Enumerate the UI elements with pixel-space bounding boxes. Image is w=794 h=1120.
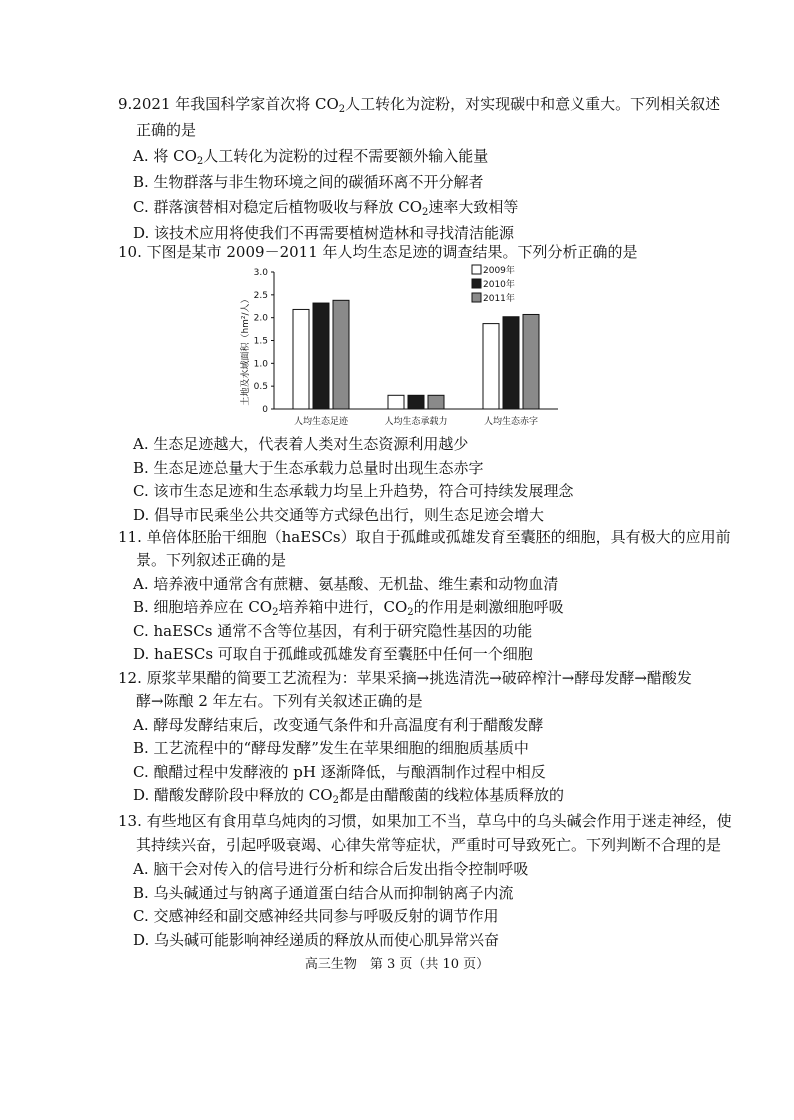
q9-stem-line2: 正确的是 <box>136 121 197 139</box>
q13-option-d: D. 乌头碱可能影响神经递质的释放从而使心肌异常兴奋 <box>133 931 500 949</box>
y-ticks <box>254 268 274 415</box>
q9-stem-line1: 9.2021 年我国科学家首次将 $CO_2$人工转化为淀粉，对实现碳中和意义重大。下列相关叙述 <box>118 95 721 115</box>
page-footer: 高三生物 第 3 页（共 10 页） <box>304 957 490 972</box>
bar-2-2 <box>523 314 539 409</box>
q11-stem-line2: 景。下列叙述正确的是 <box>136 551 287 569</box>
y-tick-label: 2.5 <box>253 290 268 301</box>
q9-option-d: D. 该技术应用将使我们不再需要植树造林和寻找清洁能源 <box>133 224 515 242</box>
q10-option-c: C. 该市生态足迹和生态承载力均呈上升趋势，符合可持续发展理念 <box>133 482 574 500</box>
q10-option-d: D. 倡导市民乘坐公共交通等方式绿色出行，则生态足迹会增大 <box>133 506 545 524</box>
y-tick-label: 2.0 <box>253 313 268 324</box>
q12-option-b: B. 工艺流程中的“酵母发酵”发生在苹果细胞的细胞质基质中 <box>133 739 529 757</box>
legend-label: 2009年 <box>483 266 515 276</box>
q13-option-c: C. 交感神经和副交感神经共同参与呼吸反射的调节作用 <box>133 907 499 925</box>
q13-stem-line2: 其持续兴奋，引起呼吸衰竭、心律失常等症状，严重时可导致死亡。下列判断不合理的是 <box>136 836 722 854</box>
bar-1-1 <box>408 395 424 409</box>
legend <box>472 264 515 304</box>
legend-swatch <box>472 279 481 288</box>
x-category-labels <box>294 415 538 427</box>
y-tick-label: 3.0 <box>253 268 268 278</box>
q11-option-c: C. haESCs 通常不含等位基因，有利于研究隐性基因的功能 <box>133 622 533 640</box>
x-category-label: 人均生态足迹 <box>293 417 349 427</box>
bar-1-0 <box>388 395 404 409</box>
bar-2-1 <box>503 317 519 409</box>
q9-option-a: A. 将 $CO_2$人工转化为淀粉的过程不需要额外输入能量 <box>133 147 489 167</box>
x-category-label: 人均生态承载力 <box>384 417 448 427</box>
q13-option-b: B. 乌头碱通过与钠离子通道蛋白结合从而抑制钠离子内流 <box>133 884 514 902</box>
bar-0-0 <box>293 309 309 409</box>
q13-stem-line1: 13. 有些地区有食用草乌炖肉的习惯，如果加工不当，草乌中的乌头碱会作用于迷走神经，使 <box>118 812 732 830</box>
q11-option-d: D. haESCs 可取自于孤雌或孤雄发育至囊胚中任何一个细胞 <box>133 645 533 663</box>
y-tick-label: 1.0 <box>253 359 268 370</box>
q9-option-b: B. 生物群落与非生物环境之间的碳循环离不开分解者 <box>133 173 484 191</box>
q12-stem-line2: 酵→陈酿 2 年左右。下列有关叙述正确的是 <box>136 692 423 710</box>
q11-option-a: A. 培养液中通常含有蔗糖、氨基酸、无机盐、维生素和动物血清 <box>133 575 559 593</box>
y-tick-label: 0.5 <box>253 382 268 393</box>
q12-option-c: C. 酿醋过程中发酵液的 pH 逐渐降低，与酿酒制作过程中相反 <box>133 763 546 781</box>
legend-label: 2011年 <box>483 294 515 304</box>
q9-option-c: C. 群落演替相对稳定后植物吸收与释放 $CO_2$速率大致相等 <box>133 198 519 218</box>
bar-0-1 <box>313 303 329 409</box>
q11-stem-line1: 11. 单倍体胚胎干细胞（haESCs）取自于孤雌或孤雄发育至囊胚的细胞，具有极大的应用前 <box>118 528 731 546</box>
legend-swatch <box>472 265 481 274</box>
svg-text:土地及水域面积（hm²/人）: 土地及水域面积（hm²/人） <box>241 294 251 406</box>
q12-stem-line1: 12. 原浆苹果醋的简要工艺流程为：苹果采摘→挑选清洗→破碎榨汁→酵母发酵→醋酸发 <box>118 669 692 687</box>
q10-option-a: A. 生态足迹越大，代表着人类对生态资源利用越少 <box>133 435 469 453</box>
bar-1-2 <box>428 395 444 409</box>
bar-2-0 <box>483 324 499 409</box>
q10-option-b: B. 生态足迹总量大于生态承载力总量时出现生态赤字 <box>133 459 484 477</box>
q12-option-a: A. 酵母发酵结束后，改变通气条件和升高温度有利于醋酸发酵 <box>133 716 544 734</box>
x-category-label: 人均生态赤字 <box>483 417 539 427</box>
bar-0-2 <box>333 300 349 409</box>
q13-option-a: A. 脑干会对传入的信号进行分析和综合后发出指令控制呼吸 <box>133 860 529 878</box>
ecological-footprint-chart <box>236 258 566 433</box>
bar-series <box>293 300 539 409</box>
legend-label: 2010年 <box>483 280 515 290</box>
y-tick-label: 1.5 <box>253 336 268 347</box>
y-axis-label <box>239 294 251 405</box>
legend-swatch <box>472 293 481 302</box>
y-tick-label: 0 <box>262 405 268 415</box>
q12-option-d: D. 醋酸发酵阶段中释放的 $CO_2$都是由醋酸菌的线粒体基质释放的 <box>133 786 564 806</box>
q10-stem: 10. 下图是某市 2009－2011 年人均生态足迹的调查结果。下列分析正确的是 <box>118 243 638 261</box>
q11-option-b: B. 细胞培养应在 $CO_2$培养箱中进行，$CO_2$的作用是刺激细胞呼吸 <box>133 598 564 618</box>
